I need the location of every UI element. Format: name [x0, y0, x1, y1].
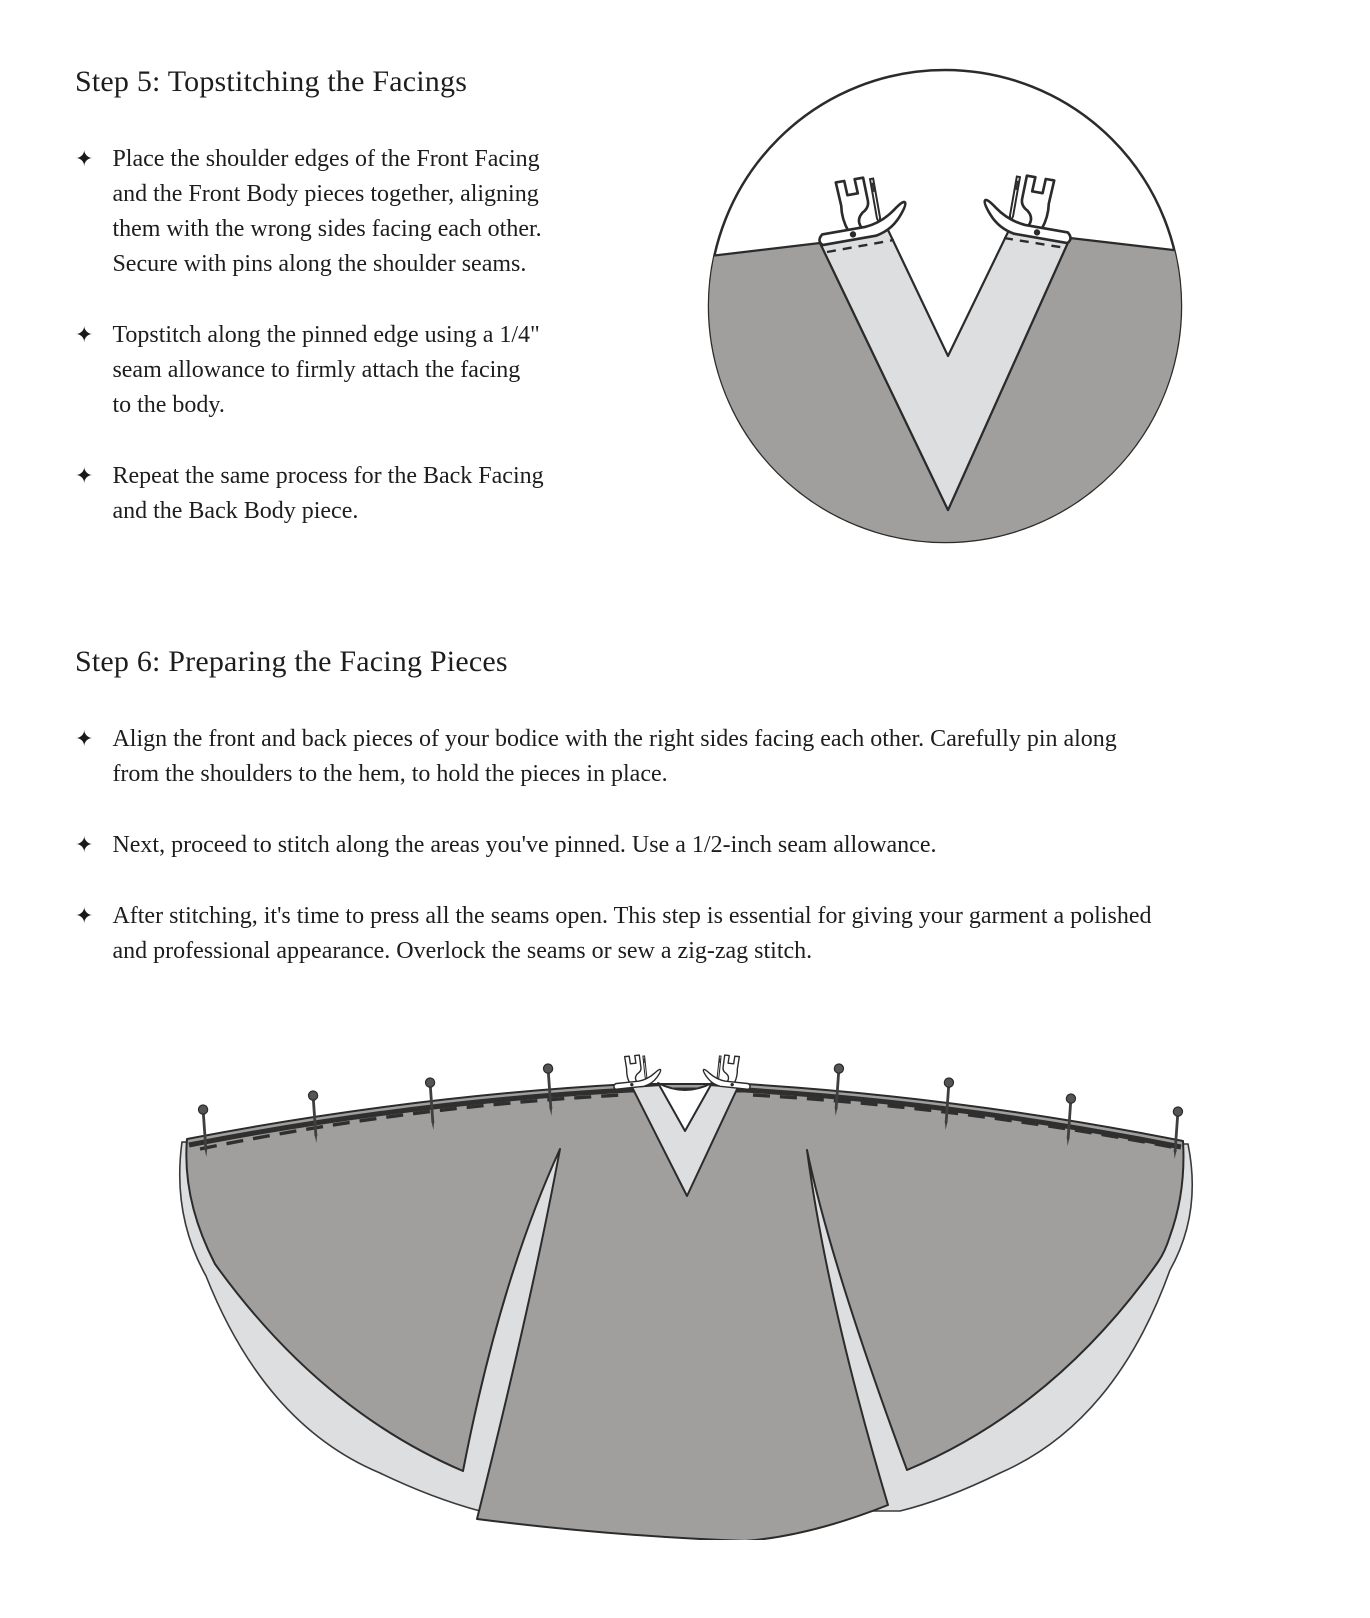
- garment-pinned-illustration: [170, 1000, 1260, 1540]
- list-item: [75, 722, 1255, 792]
- star-bullet-icon: ✦: [75, 833, 94, 858]
- star-bullet-icon: ✦: [75, 323, 94, 348]
- list-item: [75, 899, 1255, 969]
- star-bullet-icon: ✦: [75, 727, 94, 752]
- bullet-text: Repeat the same process for the Back Facing and the Back Body piece.: [112, 463, 544, 524]
- list-item: [75, 142, 635, 282]
- step6-title: Step 6: Preparing the Facing Pieces: [75, 645, 508, 678]
- star-bullet-icon: ✦: [75, 464, 94, 489]
- star-bullet-icon: ✦: [75, 904, 94, 929]
- star-bullet-icon: ✦: [75, 147, 94, 172]
- step5-bullets: [75, 142, 635, 529]
- bullet-text: Place the shoulder edges of the Front Facing and the Front Body pieces together, aligning them with the wrong sides facing each other. Secure with pins along the shoulder seams.: [112, 146, 542, 277]
- step6-section: [75, 644, 1255, 969]
- bullet-text: After stitching, it's time to press all the seams open. This step is essential for giving your garment a polished and professional appearance. Overlock the seams or sew a zig-zag stitch.: [112, 903, 1152, 964]
- bullet-text: Align the front and back pieces of your bodice with the right sides facing each other. Carefully pin along from the shoulders to the hem, to hold the pieces in place.: [112, 726, 1117, 787]
- bullet-text: Next, proceed to stitch along the areas you've pinned. Use a 1/2-inch seam allowance.: [112, 832, 937, 858]
- neckline-closeup-svg: [680, 58, 1200, 558]
- list-item: [75, 828, 1255, 863]
- step5-title: Step 5: Topstitching the Facings: [75, 65, 468, 98]
- step5-section: [75, 64, 635, 529]
- neckline-closeup-illustration: [680, 58, 1200, 558]
- bullet-text: Topstitch along the pinned edge using a 1/4" seam allowance to firmly attach the facing to the body.: [112, 322, 540, 418]
- step6-bullets: [75, 722, 1255, 969]
- list-item: [75, 318, 635, 423]
- list-item: [75, 459, 635, 529]
- garment-pinned-svg: [170, 1000, 1260, 1540]
